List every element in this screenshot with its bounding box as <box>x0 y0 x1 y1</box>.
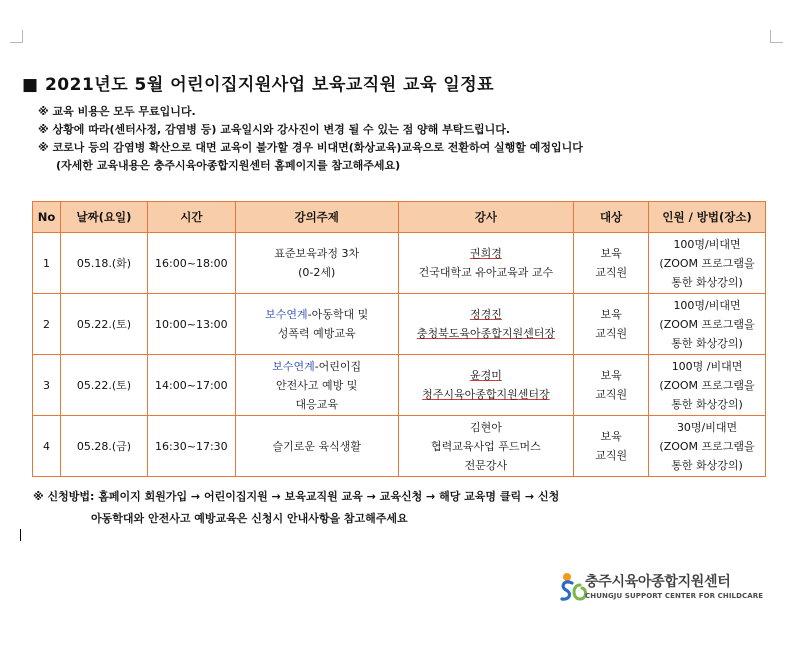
cell-lecturer <box>398 416 574 477</box>
cell-method <box>649 416 766 477</box>
application-line: ※ 신청방법: 홈페이지 회원가입 → 어린이집지원 → 보육교직원 교육 → 교육신청 → 해당 교육명 클릭 → 신청 <box>33 490 560 503</box>
target-line: 보육 <box>600 247 622 260</box>
topic-line: (0-2세) <box>298 266 336 279</box>
topic-line <box>238 305 396 324</box>
lecturer-affiliation: 청주시육아종합지원센터장 <box>422 388 550 401</box>
center-logo-text <box>585 571 763 600</box>
topic-line <box>238 357 396 376</box>
cell-topic <box>235 416 398 477</box>
cell-lecturer <box>398 233 574 294</box>
page-title: ■ 2021년도 5월 어린이집지원사업 보육교직원 교육 일정표 <box>22 75 495 95</box>
table-row <box>33 416 766 477</box>
page-corner-mark-left <box>10 30 23 43</box>
cell-no: 4 <box>33 416 61 477</box>
target-line: 보육 <box>600 308 622 321</box>
notice-list <box>38 103 583 175</box>
table-row <box>33 355 766 416</box>
target-line: 보육 <box>600 430 622 443</box>
cell-date: 05.18.(화) <box>60 233 147 294</box>
cell-target <box>574 355 649 416</box>
topic-line: 성폭력 예방교육 <box>277 327 356 340</box>
cell-no: 2 <box>33 294 61 355</box>
lecturer-role: 전문강사 <box>464 458 508 472</box>
method-line: 통한 화상강의) <box>671 275 743 289</box>
method-line: 100명/비대면 <box>673 237 741 251</box>
cell-topic <box>235 233 398 294</box>
target-line: 교직원 <box>595 449 628 462</box>
cell-no: 1 <box>33 233 61 294</box>
schedule-table <box>32 201 766 477</box>
table-header-row <box>33 202 766 233</box>
header-target: 대상 <box>574 202 649 233</box>
target-line: 교직원 <box>595 327 628 340</box>
topic-line: 대응교육 <box>295 397 338 411</box>
notice-fee: ※ 교육 비용은 모두 무료입니다. <box>38 105 196 118</box>
cell-time: 14:00~17:00 <box>147 355 235 416</box>
target-line: 교직원 <box>595 388 628 401</box>
cell-date: 05.28.(금) <box>60 416 147 477</box>
method-line: (ZOOM 프로그램을 <box>659 439 755 453</box>
cell-time: 16:00~18:00 <box>147 233 235 294</box>
logo-name-korean: 충주시육아종합지원센터 <box>585 574 731 590</box>
target-line: 보육 <box>600 369 622 382</box>
page-corner-mark-right <box>770 30 783 43</box>
lecturer-name: 정경진 <box>469 308 502 321</box>
cell-lecturer <box>398 294 574 355</box>
table-row <box>33 233 766 294</box>
cell-date: 05.22.(토) <box>60 355 147 416</box>
cell-time: 10:00~13:00 <box>147 294 235 355</box>
cell-time: 16:30~17:30 <box>147 416 235 477</box>
topic-line: 안전사고 예방 및 <box>276 378 358 392</box>
header-topic: 강의주제 <box>235 202 398 233</box>
cell-target <box>574 233 649 294</box>
lecturer-name: 윤경미 <box>469 369 502 382</box>
lecturer-name: 김현아 <box>469 420 502 434</box>
header-time: 시간 <box>147 202 235 233</box>
topic-text: -어린이집 <box>314 359 362 373</box>
method-line: 30명/비대면 <box>676 420 738 434</box>
method-line: 통한 화상강의) <box>671 458 743 472</box>
header-no: No <box>33 202 61 233</box>
table-row <box>33 294 766 355</box>
header-lecturer: 강사 <box>398 202 574 233</box>
notice-detail: (자세한 교육내용은 충주시육아종합지원센터 홈페이지를 참고해주세요) <box>56 159 401 172</box>
target-line: 교직원 <box>595 266 628 279</box>
cell-method <box>649 355 766 416</box>
method-line: 100명 /비대면 <box>671 359 743 373</box>
method-line: (ZOOM 프로그램을 <box>659 378 755 392</box>
cell-target <box>574 294 649 355</box>
cell-date: 05.22.(토) <box>60 294 147 355</box>
cell-method <box>649 233 766 294</box>
logo-name-english: CHUNGJU SUPPORT CENTER FOR CHILDCARE <box>585 592 764 600</box>
topic-tag: 보수연계 <box>265 308 308 321</box>
notice-online: ※ 코로나 등의 감염병 확산으로 대면 교육이 불가할 경우 비대면(화상교육)교육으로 전환하여 실행할 예정입니다 <box>38 141 583 154</box>
cell-target <box>574 416 649 477</box>
topic-text: -아동학대 및 <box>307 308 369 321</box>
application-note: 아동학대와 안전사고 예방교육은 신청시 안내사항을 참고해주세요 <box>91 512 408 525</box>
cell-lecturer <box>398 355 574 416</box>
method-line: 통한 화상강의) <box>671 336 743 350</box>
lecturer-affiliation: 협력교육사업 푸드머스 <box>431 439 541 453</box>
lecturer-affiliation: 건국대학교 유아교육과 교수 <box>418 266 554 279</box>
cell-topic <box>235 355 398 416</box>
topic-line: 표준보육과정 3차 <box>274 247 360 260</box>
cell-topic <box>235 294 398 355</box>
application-steps <box>33 486 559 530</box>
header-method: 인원 / 방법(장소) <box>649 202 766 233</box>
topic-tag: 보수연계 <box>272 359 315 373</box>
lecturer-affiliation: 충청북도육아종합지원센터장 <box>416 327 555 340</box>
text-cursor <box>20 529 21 541</box>
method-line: 100명/비대면 <box>673 298 741 312</box>
method-line: (ZOOM 프로그램을 <box>659 317 755 331</box>
notice-change: ※ 상황에 따라(센터사정, 감염병 등) 교육일시와 강사진이 변경 될 수 있는 점 양해 부탁드립니다. <box>38 123 511 136</box>
lecturer-name: 권희경 <box>469 247 502 260</box>
method-line: (ZOOM 프로그램을 <box>659 256 755 270</box>
cell-no: 3 <box>33 355 61 416</box>
cell-method <box>649 294 766 355</box>
topic-line: 슬기로운 육식생활 <box>272 439 361 453</box>
header-date: 날짜(요일) <box>60 202 147 233</box>
method-line: 통한 화상강의) <box>671 397 743 411</box>
